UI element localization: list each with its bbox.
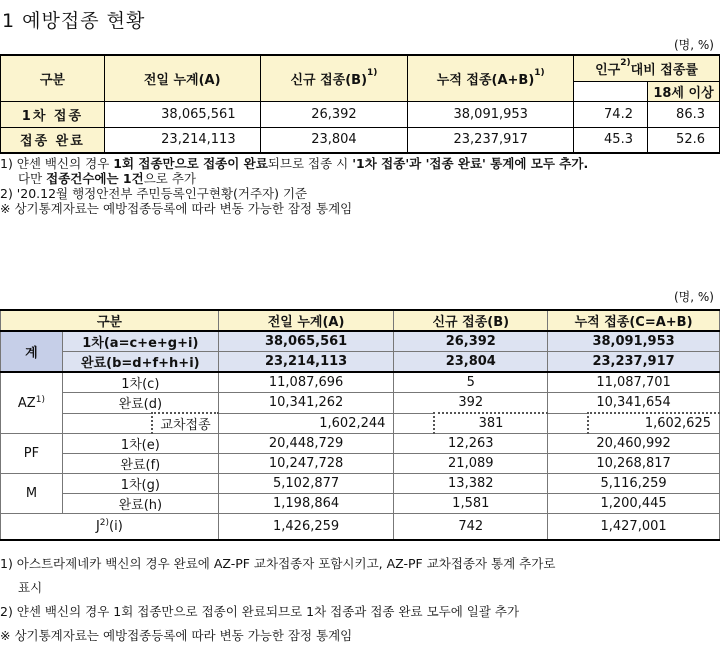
table-row: PF 1차(e) 20,448,729 12,263 20,460,992 [1, 434, 720, 454]
footnotes-table1 [0, 156, 588, 216]
group-az: AZ$^{1)}$ [1, 372, 63, 434]
unit-label-table1: (명, %) [674, 38, 714, 52]
table-row: 1차 접종 38,065,561 26,392 38,091,953 74.2 86.3 [1, 101, 720, 127]
table-row: 완료(f) 10,247,728 21,089 10,268,817 [1, 454, 720, 474]
header-prev-cum: 전일 누계(A) [104, 55, 260, 101]
header-new: 신규 접종(B) [394, 310, 548, 331]
footnote-2: 2) '20.12월 행정안전부 주민등록인구현황(거주자) 기준 [0, 186, 308, 201]
table-row: 계 1차(a=c+e+g+i) 38,065,561 26,392 38,091,953 [1, 331, 720, 352]
table-row: 교차접종 1,602,244 381 1,602,625 [1, 413, 720, 434]
header-age18: 18세 이상 [647, 81, 719, 101]
header-ratio: 인구$^{2)}$대비 접종률 [574, 55, 720, 81]
header-category: 구분 [1, 55, 105, 101]
header-category: 구분 [1, 310, 219, 331]
table-row: 완료(b=d+f+h+i) 23,214,113 23,804 23,237,917 [1, 352, 720, 373]
footnote-1: 1) 아스트라제네카 백신의 경우 완료에 AZ-PF 교차접종자 포함시키고, AZ-PF 교차접종자 통계 추가로 [0, 556, 556, 571]
footnote-1b: 다만 접종건수에는 1건으로 추가 [18, 171, 196, 186]
header-new: 신규 접종$(B)^{1)}$ [260, 55, 408, 101]
footnotes-table2 [0, 552, 555, 648]
table-row: $J^{2)}(i)$ 1,426,259 742 1,427,001 [1, 514, 720, 540]
group-pf: PF [1, 434, 63, 474]
group-j: $J^{2)}(i)$ [1, 514, 219, 540]
group-total: 계 [1, 331, 63, 372]
footnote-1: 1) 얀센 백신의 경우 1회 접종만으로 접종이 완료되므로 접종 시 '1차 접종'과 '접종 완료' 통계에 모두 추가. [0, 156, 589, 171]
footnote-3: ※ 상기통계자료는 예방접종등록에 따라 변동 가능한 잠정 통계임 [0, 628, 353, 643]
header-cum: 누적 접종$(A+B)^{1)}$ [408, 55, 574, 101]
vaccine-breakdown-table [0, 309, 720, 541]
header-prev: 전일 누계(A) [218, 310, 394, 331]
footnote-1-cont: 표시 [18, 580, 43, 595]
footnote-3: ※ 상기통계자료는 예방접종등록에 따라 변동 가능한 잠정 통계임 [0, 201, 353, 216]
section-title: 1 예방접종 현황 [2, 10, 146, 32]
table-row: 완료(h) 1,198,864 1,581 1,200,445 [1, 494, 720, 514]
table-row: AZ$^{1)}$ 1차(c) 11,087,696 5 11,087,701 [1, 372, 720, 393]
vaccination-summary-table [0, 54, 720, 154]
header-cum: 누적 접종(C=A+B) [548, 310, 720, 331]
table-row: 완료(d) 10,341,262 392 10,341,654 [1, 393, 720, 414]
unit-label-table2: (명, %) [674, 290, 714, 304]
table-row: M 1차(g) 5,102,877 13,382 5,116,259 [1, 474, 720, 494]
footnote-2: 2) 얀센 백신의 경우 1회 접종만으로 접종이 완료되므로 1차 접종과 접종 완료 모두에 일괄 추가 [0, 604, 520, 619]
group-m: M [1, 474, 63, 514]
table-row: 접종 완료 23,214,113 23,804 23,237,917 45.3 52.6 [1, 127, 720, 153]
